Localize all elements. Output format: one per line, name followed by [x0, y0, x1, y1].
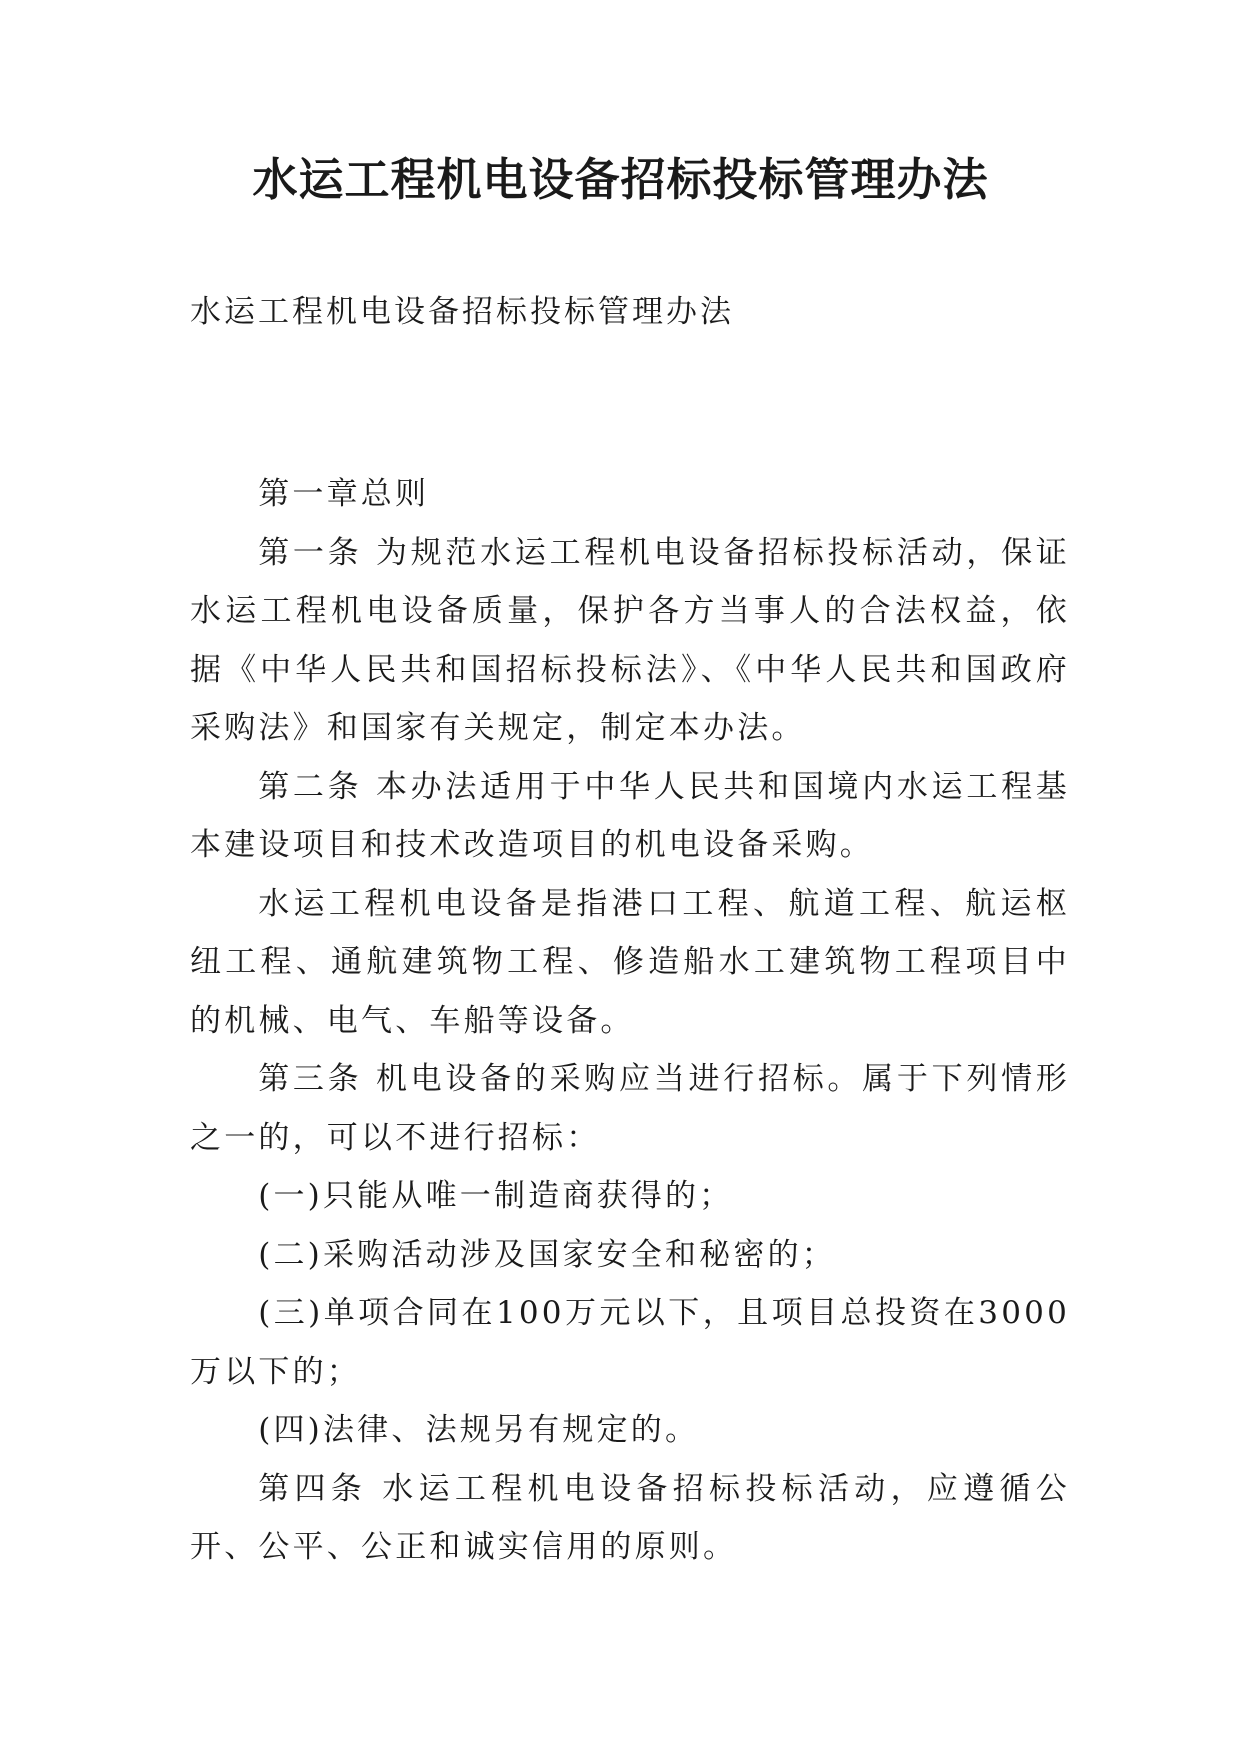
article-3-paragraph: 第三条 机电设备的采购应当进行招标。属于下列情形之一的，可以不进行招标：: [190, 1061, 1070, 1156]
document-title: 水运工程机电设备招标投标管理办法: [252, 153, 989, 206]
article-4-paragraph: 第四条 水运工程机电设备招标投标活动，应遵循公开、公平、公正和诚实信用的原则。: [190, 1470, 1070, 1565]
exception-item-3: (三)单项合同在100万元以下，且项目总投资在3000万以下的；: [190, 1295, 1070, 1390]
chapter-heading: 第一章总则: [258, 476, 430, 512]
exception-item-2: (二)采购活动涉及国家安全和秘密的；: [258, 1236, 836, 1273]
document-subtitle: 水运工程机电设备招标投标管理办法: [190, 294, 734, 330]
exception-item-4: (四)法律、法规另有规定的。: [258, 1412, 700, 1448]
exception-item-1: (一)只能从唯一制造商获得的；: [258, 1178, 734, 1214]
article-1-paragraph: 第一条 为规范水运工程机电设备招标投标活动，保证水运工程机电设备质量，保护各方当事人的合法权益，依据《中华人民共和国招标投标法》、《中华人民共和国政府采购法》和国家有关规定，制定本办法。: [190, 534, 1070, 746]
article-2-paragraph: 第二条 本办法适用于中华人民共和国境内水运工程基本建设项目和技术改造项目的机电设备采购。: [190, 768, 1070, 863]
equipment-definition-paragraph: 水运工程机电设备是指港口工程、航道工程、航运枢纽工程、通航建筑物工程、修造船水工建筑物工程项目中的机械、电气、车船等设备。: [190, 885, 1070, 1039]
document-body: [190, 465, 1070, 1577]
